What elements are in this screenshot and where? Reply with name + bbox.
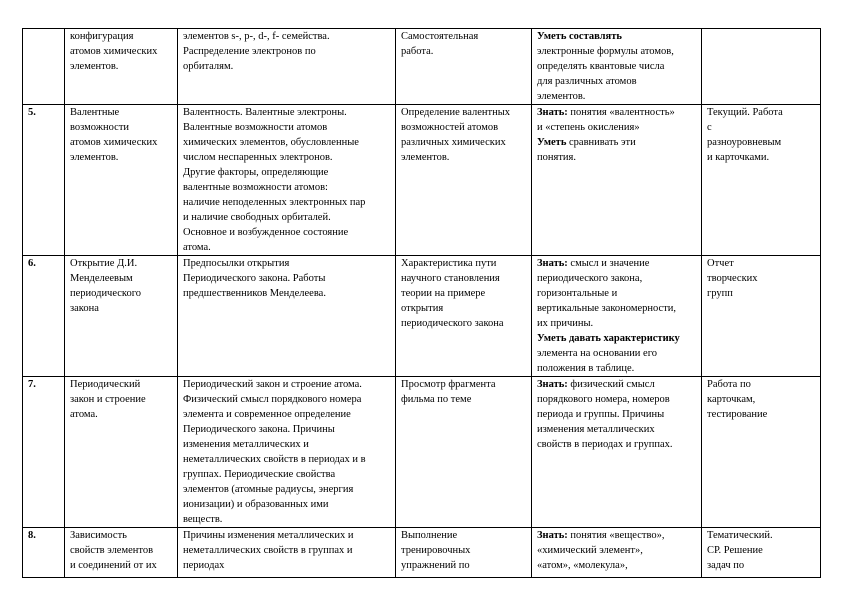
requirements-line [537, 301, 697, 316]
requirements-line [537, 150, 697, 165]
content-line: предшественников Менделеева. [183, 288, 326, 299]
control-cell [702, 256, 821, 377]
activity-line: различных химических [401, 137, 506, 148]
requirements-cell [532, 528, 702, 578]
control-line: разноуровневым [707, 137, 782, 148]
requirements-line [537, 271, 697, 286]
requirements-keyword: Уметь [537, 137, 567, 148]
topic-line: атомов химических [70, 46, 158, 57]
requirements-text: определять квантовые числа [537, 61, 665, 72]
activity-line: фильма по теме [401, 394, 472, 405]
row-number-cell [23, 29, 65, 105]
control-line: и карточками. [707, 152, 770, 163]
content-line: Предпосылки открытия [183, 258, 290, 269]
activity-line: Самостоятельная [401, 31, 479, 42]
activity-line: тренировочных [401, 545, 471, 556]
lesson-plan-table [22, 28, 821, 578]
requirements-line [537, 543, 697, 558]
table-row [23, 528, 821, 578]
topic-line: и соединений от их [70, 560, 157, 571]
requirements-text: физический смысл [567, 379, 655, 390]
requirements-line [537, 135, 697, 150]
requirements-line [537, 392, 697, 407]
content-line: валентные возможности атомов: [183, 182, 328, 193]
control-cell [702, 528, 821, 578]
requirements-line [537, 29, 697, 44]
requirements-text: положения в таблице. [537, 363, 635, 374]
content-line: Основное и возбужденное состояние [183, 227, 349, 238]
table-row [23, 105, 821, 256]
topic-line: периодического [70, 288, 142, 299]
content-line: элемента и современное определение [183, 409, 351, 420]
requirements-line [537, 377, 697, 392]
content-line: ионизации) и образованных ими [183, 499, 329, 510]
topic-line: Периодический [70, 379, 141, 390]
requirements-line [537, 89, 697, 104]
control-line: Работа по [707, 379, 751, 390]
activity-line: работа. [401, 46, 434, 57]
control-line: групп [707, 288, 733, 299]
table-body [23, 29, 821, 578]
topic-line: атома. [70, 409, 98, 420]
control-line: Текущий. Работа [707, 107, 783, 118]
activity-line: возможностей атомов [401, 122, 499, 133]
requirements-text: для различных атомов [537, 76, 637, 87]
requirements-line [537, 331, 697, 346]
topic-line: возможности [70, 122, 130, 133]
activity-cell [396, 29, 532, 105]
topic-cell [65, 256, 178, 377]
content-line: Физический смысл порядкового номера [183, 394, 362, 405]
requirements-keyword: Знать: [537, 107, 568, 118]
content-line: Валентные возможности атомов [183, 122, 328, 133]
content-line: неметаллических свойств в группах и [183, 545, 353, 556]
content-line: элементов (атомные радиусы, энергия [183, 484, 354, 495]
content-line: веществ. [183, 514, 223, 525]
requirements-text: понятия. [537, 152, 576, 163]
content-line: Другие факторы, определяющие [183, 167, 329, 178]
activity-cell [396, 256, 532, 377]
requirements-text: их причины. [537, 318, 594, 329]
requirements-text: электронные формулы атомов, [537, 46, 674, 57]
requirements-line [537, 528, 697, 543]
content-line: числом неспаренных электронов. [183, 152, 333, 163]
topic-cell [65, 377, 178, 528]
topic-line: Зависимость [70, 530, 127, 541]
requirements-text: периода и группы. Причины [537, 409, 665, 420]
requirements-line [537, 44, 697, 59]
requirements-text: и «степень окисления» [537, 122, 640, 133]
row-number-cell [23, 256, 65, 377]
requirements-cell [532, 256, 702, 377]
row-number-cell [23, 105, 65, 256]
row-number-cell [23, 377, 65, 528]
requirements-text: смысл и значение [567, 258, 650, 269]
requirements-line [537, 316, 697, 331]
content-line: Периодический закон и строение атома. [183, 379, 362, 390]
control-cell [702, 29, 821, 105]
requirements-text: понятия «вещество», [567, 530, 665, 541]
requirements-line [537, 361, 697, 376]
topic-line: закон и строение [70, 394, 146, 405]
activity-line: Выполнение [401, 530, 458, 541]
table-row [23, 256, 821, 377]
requirements-text: изменения металлических [537, 424, 655, 435]
requirements-text: периодического закона, [537, 273, 643, 284]
requirements-text: элементов. [537, 91, 586, 102]
content-line: химических элементов, обусловленные [183, 137, 359, 148]
content-line: орбиталям. [183, 61, 234, 72]
content-line: неметаллических свойств в периодах и в [183, 454, 366, 465]
requirements-line [537, 407, 697, 422]
requirements-text: вертикальные закономерности, [537, 303, 677, 314]
requirements-keyword: Знать: [537, 258, 568, 269]
topic-line: свойств элементов [70, 545, 154, 556]
content-line: Валентность. Валентные электроны. [183, 107, 347, 118]
requirements-text: порядкового номера, номеров [537, 394, 670, 405]
content-line: изменения металлических и [183, 439, 309, 450]
topic-cell [65, 528, 178, 578]
requirements-keyword: Уметь давать характеристику [537, 333, 680, 344]
requirements-text: «атом», «молекула», [537, 560, 628, 571]
control-line: задач по [707, 560, 745, 571]
activity-line: теории на примере [401, 288, 486, 299]
control-line: СР. Решение [707, 545, 763, 556]
activity-line: элементов. [401, 152, 450, 163]
table-row [23, 29, 821, 105]
content-cell [178, 377, 396, 528]
requirements-cell [532, 377, 702, 528]
activity-cell [396, 528, 532, 578]
row-number: 5. [28, 107, 36, 118]
content-line: группах. Периодические свойства [183, 469, 336, 480]
topic-line: Открытие Д.И. [70, 258, 138, 269]
requirements-text: горизонтальные и [537, 288, 618, 299]
content-line: Периодического закона. Причины [183, 424, 335, 435]
requirements-line [537, 346, 697, 361]
control-line: Тематический. [707, 530, 773, 541]
requirements-line [537, 256, 697, 271]
requirements-line [537, 105, 697, 120]
requirements-text: «химический элемент», [537, 545, 643, 556]
requirements-keyword: Знать: [537, 379, 568, 390]
requirements-cell [532, 29, 702, 105]
content-cell [178, 29, 396, 105]
activity-cell [396, 105, 532, 256]
activity-line: Характеристика пути [401, 258, 497, 269]
requirements-line [537, 74, 697, 89]
topic-line: атомов химических [70, 137, 158, 148]
row-number: 6. [28, 258, 36, 269]
topic-line: Менделеевым [70, 273, 133, 284]
activity-line: периодического закона [401, 318, 504, 329]
content-cell [178, 256, 396, 377]
requirements-line [537, 422, 697, 437]
requirements-line [537, 437, 697, 452]
requirements-keyword: Уметь составлять [537, 31, 622, 42]
requirements-cell [532, 105, 702, 256]
requirements-text: свойств в периодах и группах. [537, 439, 673, 450]
content-line: периодах [183, 560, 225, 571]
control-line: с [707, 122, 712, 133]
content-line: Периодического закона. Работы [183, 273, 326, 284]
topic-line: конфигурация [70, 31, 134, 42]
requirements-keyword: Знать: [537, 530, 568, 541]
content-cell [178, 105, 396, 256]
topic-cell [65, 29, 178, 105]
requirements-line [537, 59, 697, 74]
topic-cell [65, 105, 178, 256]
table-row [23, 377, 821, 528]
activity-line: Просмотр фрагмента [401, 379, 496, 390]
content-line: атома. [183, 242, 211, 253]
control-line: творческих [707, 273, 758, 284]
content-line: Распределение электронов по [183, 46, 316, 57]
content-line: элементов s-, p-, d-, f- семейства. [183, 31, 330, 42]
requirements-text: сравнивать эти [566, 137, 636, 148]
topic-line: элементов. [70, 61, 119, 72]
topic-line: элементов. [70, 152, 119, 163]
content-cell [178, 528, 396, 578]
row-number-cell [23, 528, 65, 578]
content-line: наличие неподеленных электронных пар [183, 197, 366, 208]
row-number: 7. [28, 379, 36, 390]
content-line: и наличие свободных орбиталей. [183, 212, 331, 223]
control-line: карточкам, [707, 394, 756, 405]
topic-line: закона [70, 303, 99, 314]
control-cell [702, 377, 821, 528]
requirements-line [537, 286, 697, 301]
activity-line: Определение валентных [401, 107, 511, 118]
control-line: тестирование [707, 409, 768, 420]
content-line: Причины изменения металлических и [183, 530, 354, 541]
control-line: Отчет [707, 258, 734, 269]
requirements-line [537, 120, 697, 135]
topic-line: Валентные [70, 107, 120, 118]
activity-line: открытия [401, 303, 444, 314]
requirements-line [537, 558, 697, 573]
activity-cell [396, 377, 532, 528]
row-number: 8. [28, 530, 36, 541]
requirements-text: элемента на основании его [537, 348, 658, 359]
requirements-text: понятия «валентность» [567, 107, 675, 118]
activity-line: упражнений по [401, 560, 470, 571]
control-cell [702, 105, 821, 256]
activity-line: научного становления [401, 273, 500, 284]
